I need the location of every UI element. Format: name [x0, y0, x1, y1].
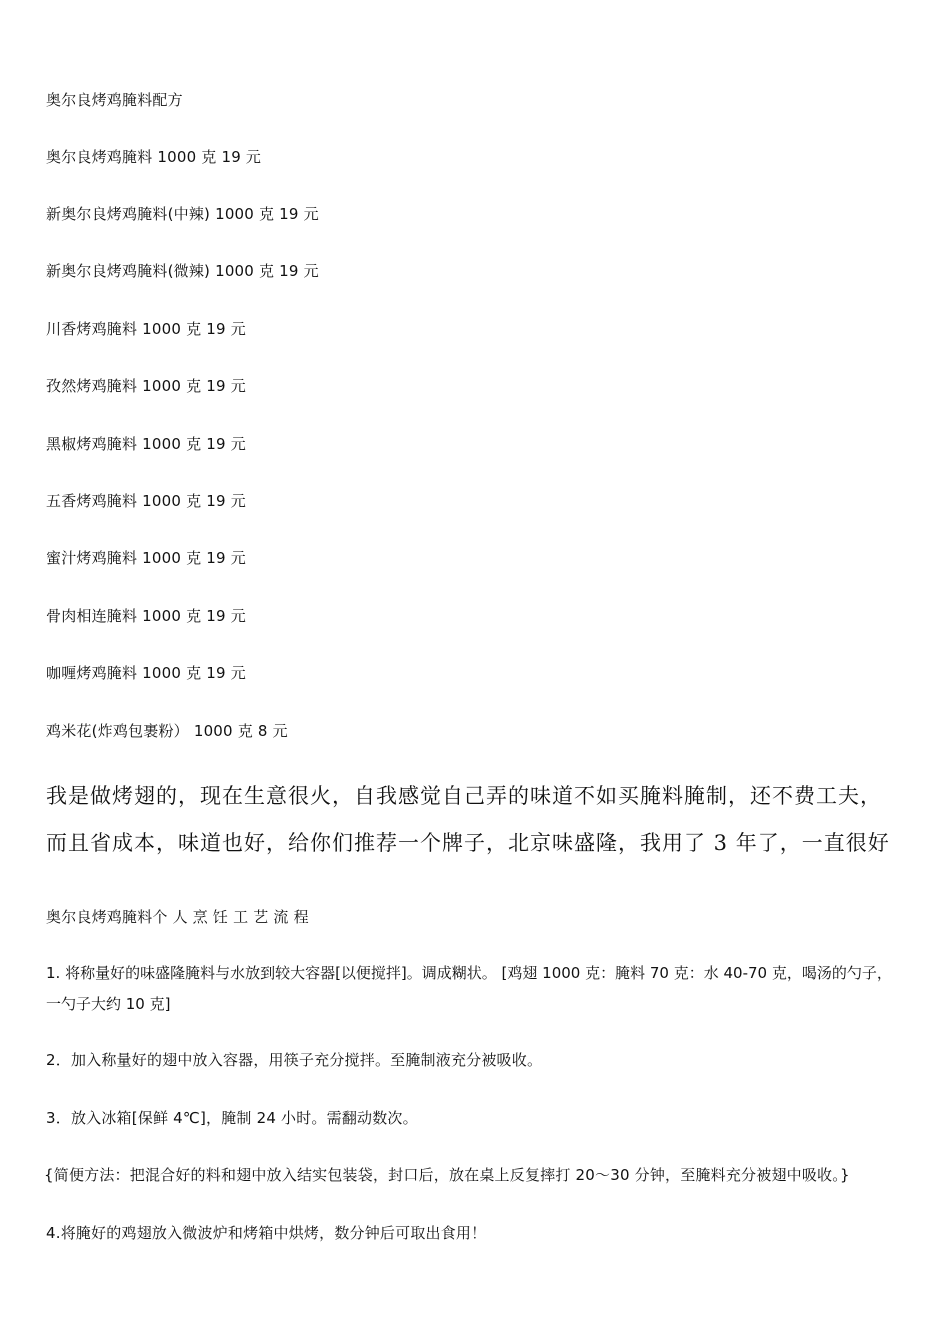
- product-item: 五香烤鸡腌料 1000 克 19 元: [46, 492, 246, 510]
- product-item: 蜜汁烤鸡腌料 1000 克 19 元: [46, 549, 246, 567]
- step-4: 4.将腌好的鸡翅放入微波炉和烤箱中烘烤，数分钟后可取出食用！: [46, 1224, 487, 1242]
- product-item: 新奥尔良烤鸡腌料(中辣) 1000 克 19 元: [46, 205, 319, 223]
- product-item: 新奥尔良烤鸡腌料(微辣) 1000 克 19 元: [46, 262, 319, 280]
- testimonial-line: 我是做烤翅的，现在生意很火，自我感觉自己弄的味道不如买腌料腌制，还不费工夫，: [46, 784, 882, 808]
- step-1: 1. 将称量好的味盛隆腌料与水放到较大容器[以便搅拌]。调成糊状。 [鸡翅 1000 克：腌料 70 克：水 40-70 克，喝汤的勺子，一勺子大约 10 克]: [46, 964, 892, 1013]
- step-2: 2．加入称量好的翅中放入容器，用筷子充分搅拌。至腌制液充分被吸收。: [46, 1051, 543, 1069]
- testimonial-line: 而且省成本，味道也好，给你们推荐一个牌子，北京味盛隆，我用了 3 年了，一直很好: [46, 831, 890, 855]
- product-item: 川香烤鸡腌料 1000 克 19 元: [46, 320, 246, 338]
- product-item: 咖喱烤鸡腌料 1000 克 19 元: [46, 664, 246, 682]
- document-title: 奥尔良烤鸡腌料配方: [46, 91, 183, 109]
- process-heading: 奥尔良烤鸡腌料个 人 烹 饪 工 艺 流 程: [46, 908, 309, 926]
- product-item: 黑椒烤鸡腌料 1000 克 19 元: [46, 435, 246, 453]
- product-item: 奥尔良烤鸡腌料 1000 克 19 元: [46, 148, 262, 166]
- simple-method-tip: {简便方法：把混合好的料和翅中放入结实包装袋，封口后，放在桌上反复摔打 20～30 分钟，至腌料充分被翅中吸收。}: [44, 1166, 850, 1184]
- product-item: 孜然烤鸡腌料 1000 克 19 元: [46, 377, 246, 395]
- step-3: 3．放入冰箱[保鲜 4℃]，腌制 24 小时。需翻动数次。: [46, 1109, 418, 1127]
- product-item: 鸡米花(炸鸡包裹粉） 1000 克 8 元: [46, 722, 288, 740]
- product-item: 骨肉相连腌料 1000 克 19 元: [46, 607, 246, 625]
